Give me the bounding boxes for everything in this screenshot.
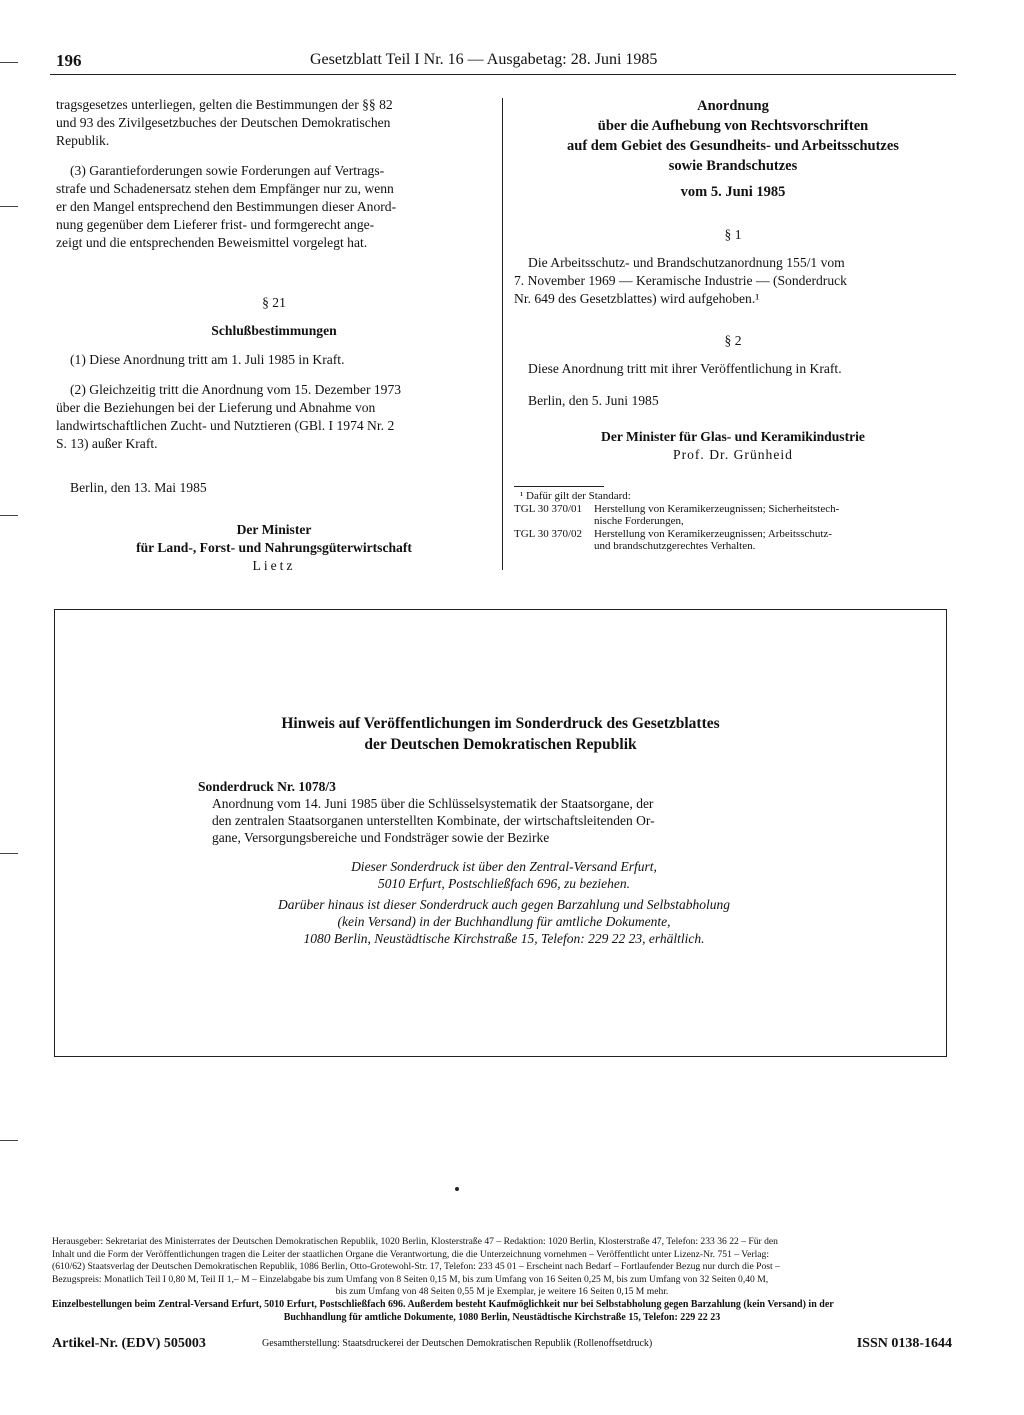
text-line: strafe und Schadenersatz stehen dem Empfänger nur zu, wenn <box>56 181 394 196</box>
decree-title-4: sowie Brandschutzes <box>668 158 798 174</box>
scan-speck <box>455 1187 459 1191</box>
text-line: nische Forderungen, <box>594 515 684 527</box>
imprint-line: Inhalt und die Form der Veröffentlichungen tragen die Leiter der staatlichen Organe die Verantwortung, die die Unterzeichnung vornehmen – Veröffentlicht unter Lizenz-Nr. 751 – Verlag: <box>52 1248 769 1260</box>
column-divider <box>502 98 503 570</box>
signature-title-left-2: für Land-, Forst- und Nahrungsgüterwirtschaft <box>136 540 412 555</box>
cash-pickup-note <box>198 896 810 947</box>
margin-tick <box>0 515 18 516</box>
notice-title-line-1: Hinweis auf Veröffentlichungen im Sonderdruck des Gesetzblattes <box>281 715 720 732</box>
decree-title-1: Anordnung <box>697 98 769 114</box>
text-line: Anordnung vom 14. Juni 1985 über die Schlüsselsystematik der Staatsorgane, der <box>212 796 654 811</box>
notice-title <box>54 713 947 755</box>
margin-tick <box>0 206 18 207</box>
imprint <box>52 1236 952 1324</box>
standard-text <box>594 503 952 528</box>
text-line: Republik. <box>56 133 110 148</box>
section-2-text: Diese Anordnung tritt mit ihrer Veröffentlichung in Kraft. <box>528 361 842 376</box>
imprint-line: (610/62) Staatsverlag der Deutschen Demokratischen Republik, 1086 Berlin, Otto-Grotewohl-Str. 17, Telefon: 233 45 01 – Erscheint nach Bedarf – Fortlaufender Bezug nur durch die Post – <box>52 1261 780 1273</box>
imprint-line: Herausgeber: Sekretariat des Ministerrates der Deutschen Demokratischen Republik, 1020 Berlin, Klosterstraße 47 – Redaktion: 1020 Berlin, Klosterstraße 47, Telefon: 233 36 22 – Für den <box>52 1236 778 1247</box>
text-line: (kein Versand) in der Buchhandlung für amtliche Dokumente, <box>337 914 671 929</box>
article-number: Artikel-Nr. (EDV) 505003 <box>52 1336 206 1351</box>
footnote-entry <box>514 528 952 553</box>
signature-title-right: Der Minister für Glas- und Keramikindustrie <box>601 429 865 444</box>
production-note: Gesamtherstellung: Staatsdruckerei der Deutschen Demokratischen Republik (Rollenoffsetdruck) <box>262 1338 653 1349</box>
standard-code: TGL 30 370/01 <box>514 502 583 515</box>
text-line: 1080 Berlin, Neustädtische Kirchstraße 15, Telefon: 229 22 23, erhältlich. <box>303 931 705 946</box>
decree-date: vom 5. Juni 1985 <box>680 184 786 200</box>
text-line: landwirtschaftlichen Zucht- und Nutztieren (GBl. I 1974 Nr. 2 <box>56 418 395 433</box>
footnote-entry <box>514 503 952 528</box>
text-line: über die Beziehungen bei der Lieferung und Abnahme von <box>56 400 376 415</box>
text-line: und 93 des Zivilgesetzbuches der Deutschen Demokratischen <box>56 115 391 130</box>
imprint-line: bis zum Umfang von 48 Seiten 0,55 M je Exemplar, je weitere 16 Seiten 0,15 M mehr. <box>335 1286 669 1298</box>
signature-title-left-1: Der Minister <box>236 522 312 537</box>
text-line: (3) Garantieforderungen sowie Forderungen auf Vertrags- <box>70 163 385 178</box>
footnotes <box>514 490 952 553</box>
text-line: Darüber hinaus ist dieser Sonderdruck auch gegen Barzahlung und Selbstabholung <box>277 897 731 912</box>
text-line: Dieser Sonderdruck ist über den Zentral-Versand Erfurt, <box>351 859 657 874</box>
signature-name-left: Lietz <box>252 558 296 573</box>
text-line: zeigt und die entsprechenden Beweismittel vorgelegt hat. <box>56 235 368 250</box>
text-line: 5010 Erfurt, Postschließfach 696, zu beziehen. <box>378 876 630 891</box>
text-line: Die Arbeitsschutz- und Brandschutzanordnung 155/1 vom <box>528 255 845 270</box>
text-line: Herstellung von Keramikerzeugnissen; Sicherheitstech- <box>594 502 840 515</box>
sonderdruck-label: Sonderdruck Nr. 1078/3 <box>198 779 336 794</box>
text-line: S. 13) außer Kraft. <box>56 436 158 451</box>
text-line: Herstellung von Keramikerzeugnissen; Arbeitsschutz- <box>594 527 832 540</box>
standard-code: TGL 30 370/02 <box>514 527 583 540</box>
availability-note <box>198 858 810 892</box>
order-line: Buchhandlung für amtliche Dokumente, 1080 Berlin, Neustädtische Kirchstraße 15, Telefon: 229 22 23 <box>283 1311 721 1323</box>
text-line: nung gegenüber dem Lieferer frist- und formgerecht ange- <box>56 217 375 232</box>
bottom-line <box>52 1336 952 1354</box>
continued-paragraph <box>56 96 492 150</box>
section-1-number: § 1 <box>724 227 742 242</box>
order-line: Einzelbestellungen beim Zentral-Versand Erfurt, 5010 Erfurt, Postschließfach 696. Außerdem besteht Kaufmöglichkeit nur bei Selbstabholung gegen Barzahlung (kein Versand) in der <box>52 1298 834 1310</box>
decree-title-3: auf dem Gebiet des Gesundheits- und Arbeitsschutzes <box>567 138 899 154</box>
running-head: Gesetzblatt Teil I Nr. 16 — Ausgabetag: 28. Juni 1985 <box>310 51 658 68</box>
section-1-text <box>514 254 952 308</box>
section-21-number: § 21 <box>262 295 286 310</box>
margin-tick <box>0 62 18 63</box>
text-line: tragsgesetzes unterliegen, gelten die Bestimmungen der §§ 82 <box>56 97 393 112</box>
place-date-right: Berlin, den 5. Juni 1985 <box>528 393 659 408</box>
margin-tick <box>0 1140 18 1141</box>
text-line: 7. November 1969 — Keramische Industrie — (Sonderdruck <box>514 273 847 288</box>
notice-content <box>198 778 810 947</box>
left-column <box>56 96 492 575</box>
place-date-left: Berlin, den 13. Mai 1985 <box>70 480 207 495</box>
text-line: den zentralen Staatsorganen unterstellten Kombinate, der wirtschaftsleitenden Or- <box>212 813 655 828</box>
margin-tick <box>0 853 18 854</box>
text-line: Nr. 649 des Gesetzblattes) wird aufgehoben.¹ <box>514 291 760 306</box>
header-rule <box>50 74 956 75</box>
text-line: (2) Gleichzeitig tritt die Anordnung vom 15. Dezember 1973 <box>70 382 402 397</box>
paragraph-2 <box>56 381 492 453</box>
text-line: und brandschutzgerechtes Verhalten. <box>594 540 756 552</box>
footnote-rule <box>514 486 604 487</box>
paragraph-1: (1) Diese Anordnung tritt am 1. Juli 1985 in Kraft. <box>70 352 345 367</box>
signature-name-right: Prof. Dr. Grünheid <box>673 447 793 462</box>
section-21-title: Schlußbestimmungen <box>211 323 337 338</box>
right-column <box>514 96 952 553</box>
decree-title-2: über die Aufhebung von Rechtsvorschriften <box>597 118 869 134</box>
footnote-intro: ¹ Dafür gilt der Standard: <box>520 490 631 502</box>
section-2-number: § 2 <box>724 333 742 348</box>
notice-title-line-2: der Deutschen Demokratischen Republik <box>364 736 637 753</box>
page-number: 196 <box>56 51 82 70</box>
imprint-line: Bezugspreis: Monatlich Teil I 0,80 M, Teil II 1,– M – Einzelabgabe bis zum Umfang von 8 Seiten 0,15 M, bis zum Umfang von 16 Seiten 0,25 M, bis zum Umfang von 32 Seiten 0,40 M, <box>52 1273 769 1285</box>
standard-text <box>594 528 952 553</box>
paragraph-3 <box>56 162 492 252</box>
issn: ISSN 0138-1644 <box>856 1336 952 1351</box>
text-line: gane, Versorgungsbereiche und Fondsträger sowie der Bezirke <box>212 830 550 845</box>
sonderdruck-description <box>198 795 810 846</box>
text-line: er den Mangel entsprechend den Bestimmungen dieser Anord- <box>56 199 397 214</box>
